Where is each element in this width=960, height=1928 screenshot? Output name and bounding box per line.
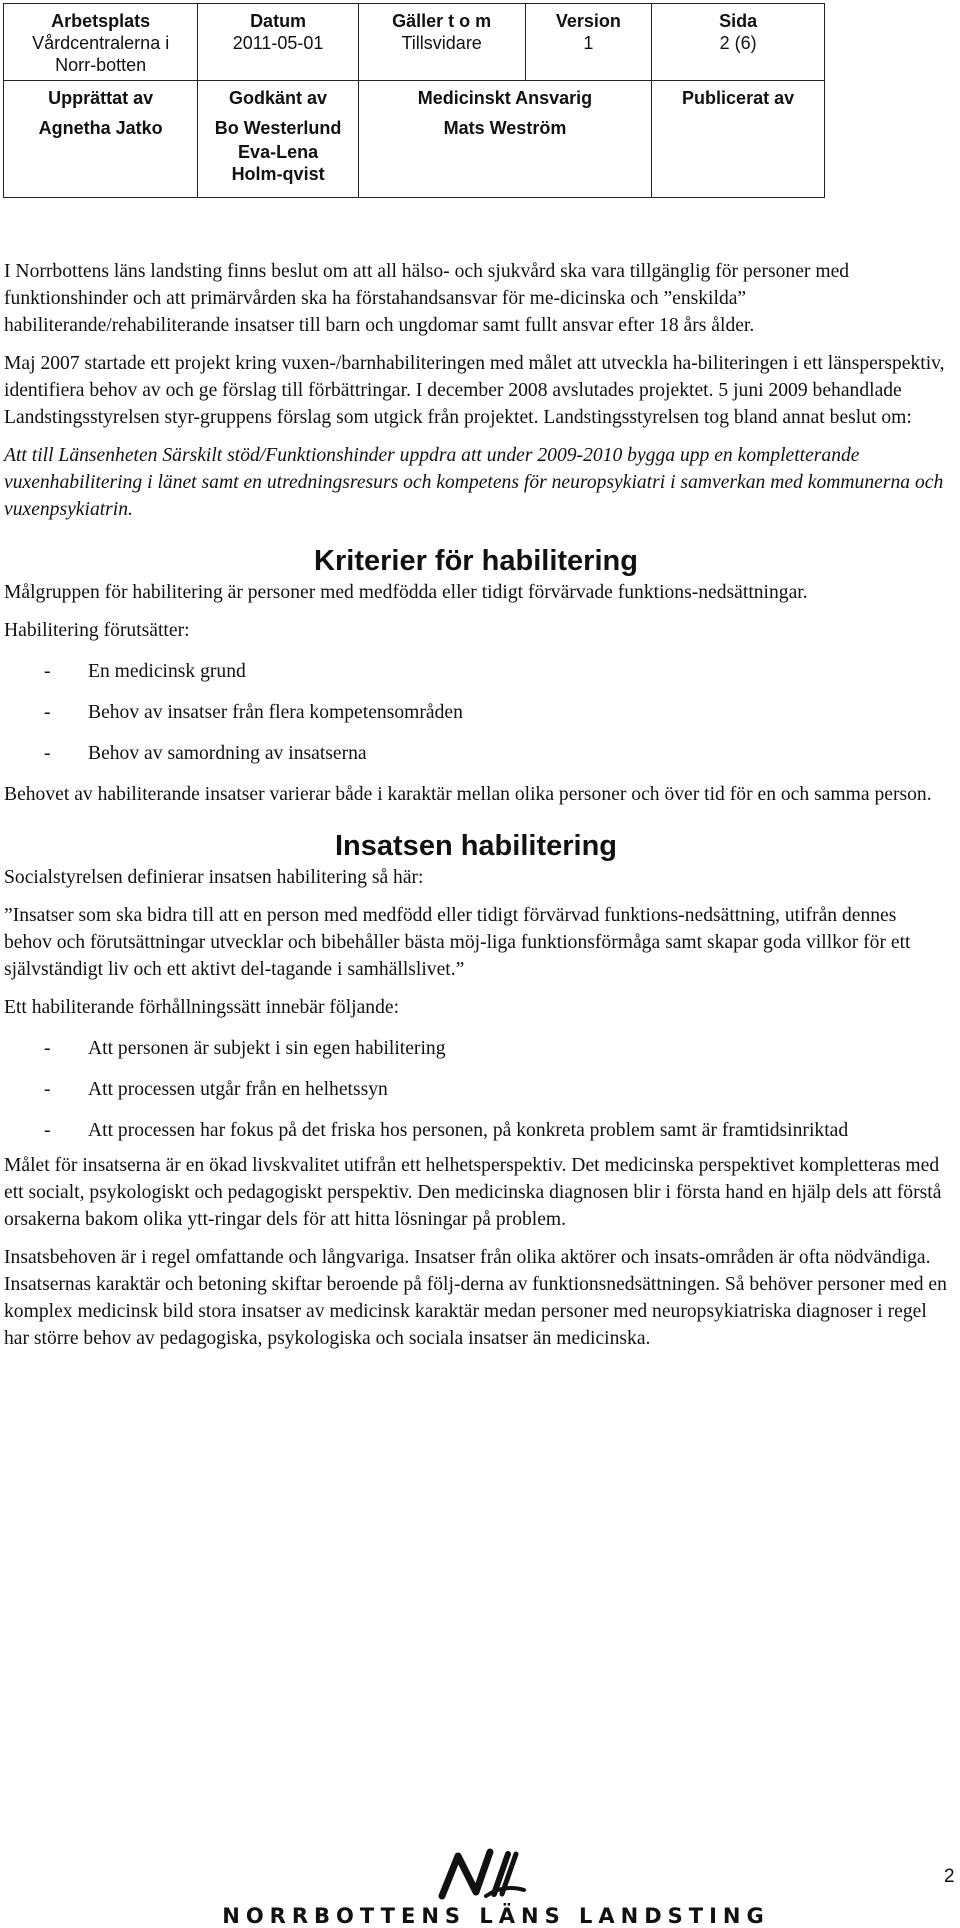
paragraph-target-group: Målgruppen för habilitering är personer med medfödda eller tidigt förvärvade funktions-nedsättningar. [4, 582, 808, 603]
dash-marker: - [44, 1120, 51, 1141]
header-cell-medical [358, 81, 651, 198]
list-item-text: En medicinsk grund [88, 661, 246, 682]
dash-marker: - [44, 661, 51, 682]
paragraph-decision: Att till Länsenheten Särskilt stöd/Funktionshinder uppdra att under 2009-2010 bygga upp en kompletterande vuxenhabilitering i länet samt en utredningsresurs och kompetens för neuropsykiatri i samverkan med kommunerna och vuxenpsykiatrin. [4, 445, 944, 520]
list-item [4, 1076, 948, 1103]
document-header-table [3, 3, 825, 198]
list-item [4, 1117, 948, 1144]
header-cell-page [652, 4, 825, 81]
list-item-text: Behov av samordning av insatserna [88, 743, 367, 764]
document-body [4, 258, 948, 1363]
header-cell-approved [198, 81, 358, 198]
dash-marker: - [44, 743, 51, 764]
paragraph-goal: Målet för insatserna är en ökad livskvalitet utifrån ett helhetsperspektiv. Det medicinska perspektivet kompletteras med ett socialt, psykologiskt och pedagogiskt perspektiv. Den medicinska diagnosen blir i första hand en hjälp dels att förstå orsakerna bakom olika ytt-ringar dels för att hitta lösningar på problem. [4, 1155, 942, 1230]
approved-by-1: Bo Westerlund [214, 118, 342, 138]
header-cell-valid-until [358, 4, 525, 81]
header-cell-prepared [4, 81, 198, 198]
list-item-text: Att personen är subjekt i sin egen habilitering [88, 1038, 446, 1059]
header-cell-workplace [4, 4, 198, 81]
list-item [4, 740, 948, 767]
heading-intervention: Insatsen habilitering [335, 830, 617, 862]
date-label: Datum [250, 11, 307, 31]
dash-marker: - [44, 702, 51, 723]
version-value: 1 [583, 33, 594, 53]
prepared-by: Agnetha Jatko [38, 118, 163, 138]
valid-until-label: Gäller t o m [392, 11, 492, 31]
dash-marker: - [44, 1079, 51, 1100]
header-cell-published [652, 81, 825, 198]
prerequisites-list [4, 658, 948, 767]
dash-marker: - [44, 1038, 51, 1059]
approved-by-2: Eva-Lena Holm-qvist [231, 142, 325, 184]
paragraph-variation: Behovet av habiliterande insatser varierar både i karaktär mellan olika personer och över tid för en och samma person. [4, 784, 932, 805]
valid-until-value: Tillsvidare [401, 33, 482, 53]
list-item-text: Att processen har fokus på det friska hos personen, på konkreta problem samt är framtidsinriktad [88, 1120, 849, 1141]
published-label: Publicerat av [682, 88, 795, 108]
approved-label: Godkänt av [229, 88, 328, 108]
paragraph-definition-intro: Socialstyrelsen definierar insatsen habilitering så här: [4, 867, 424, 888]
workplace-label: Arbetsplats [51, 11, 151, 31]
page-footer [0, 1840, 960, 1928]
workplace-value: Vårdcentralerna i Norr-botten [32, 33, 170, 75]
page-value: 2 (6) [719, 33, 757, 53]
paragraph-intro: I Norrbottens läns landsting finns beslut om att all hälso- och sjukvård ska vara tillgänglig för personer med funktionshinder och att primärvården ska ha förstahandsansvar för me-dicinska och ”enskilda” habiliterande/rehabiliterande insatser till barn och ungdomar samt fullt ansvar efter 18 års ålder. [4, 261, 850, 336]
header-cell-date [198, 4, 358, 81]
paragraph-definition-quote: ”Insatser som ska bidra till att en person med medfödd eller tidigt förvärvad funktions-nedsättning, utifrån dennes behov och förutsättningar utvecklar och bibehåller bästa möj-liga funktionsförmåga samt skapar goda villkor för ett självständigt liv och ett aktivt del-tagande i samhällslivet.” [4, 905, 911, 980]
list-item [4, 699, 948, 726]
medical-by: Mats Weström [443, 118, 567, 138]
heading-criteria: Kriterier för habilitering [314, 545, 638, 577]
list-item-text: Att processen utgår från en helhetssyn [88, 1079, 388, 1100]
list-item [4, 1035, 948, 1062]
medical-label: Medicinskt Ansvarig [417, 88, 593, 108]
page-label: Sida [719, 11, 758, 31]
approach-list [4, 1035, 948, 1144]
page-number: 2 [944, 1866, 955, 1887]
list-item [4, 658, 948, 685]
version-label: Version [555, 11, 621, 31]
header-cell-version [525, 4, 652, 81]
paragraph-prerequisites: Habilitering förutsätter: [4, 620, 190, 641]
prepared-label: Upprättat av [48, 88, 154, 108]
list-item-text: Behov av insatser från flera kompetensområden [88, 702, 463, 723]
landsting-logo-icon [436, 1846, 526, 1900]
logo-wordmark: NORRBOTTENS LÄNS LANDSTING [222, 1904, 770, 1928]
paragraph-needs: Insatsbehoven är i regel omfattande och långvariga. Insatser från olika aktörer och insats-områden är ofta nödvändiga. Insatsernas karaktär och betoning skiftar beroende på följ-derna av funktionsnedsättningen. Så behöver personer med en komplex medicinsk bild stora insatser av medicinsk karaktär medan personer med neuropsykiatriska diagnoser i regel har större behov av pedagogiska, psykologiska och sociala insatser än medicinska. [4, 1247, 947, 1349]
paragraph-approach-intro: Ett habiliterande förhållningssätt innebär följande: [4, 997, 400, 1018]
paragraph-project: Maj 2007 startade ett projekt kring vuxen-/barnhabiliteringen med målet att utveckla ha-biliteringen i ett länsperspektiv, identifiera behov av och ge förslag till förbättringar. I december 2008 avslutades projektet. 5 juni 2009 behandlade Landstingsstyrelsen styr-gruppens förslag som utgick från projektet. Landstingsstyrelsen tog bland annat beslut om: [4, 353, 945, 428]
date-value: 2011-05-01 [232, 33, 324, 53]
